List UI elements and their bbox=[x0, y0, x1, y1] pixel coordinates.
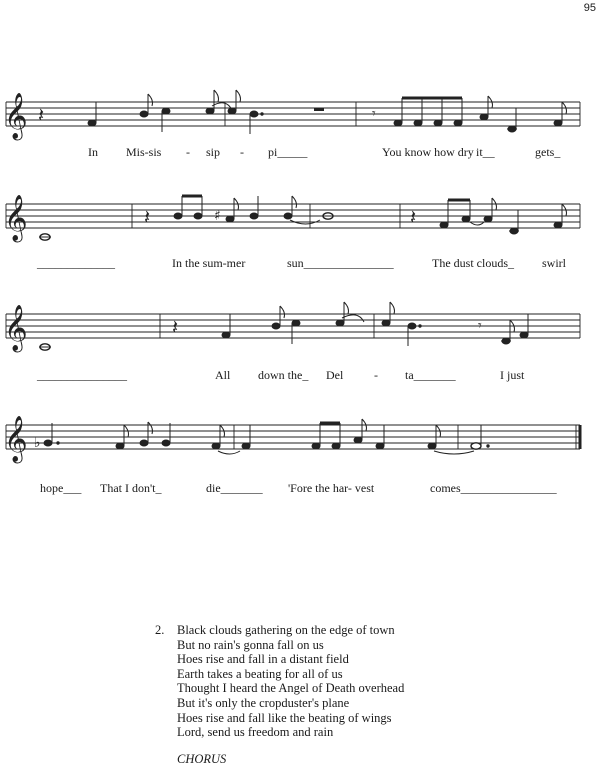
treble-clef-icon bbox=[4, 305, 28, 353]
lyric-syllable: pi_____ bbox=[268, 145, 308, 159]
verse-line: Earth takes a beating for all of us bbox=[177, 666, 343, 681]
verse-line: Hoes rise and fall in a distant field bbox=[177, 652, 349, 667]
lyrics-line-3 bbox=[0, 368, 600, 386]
lyric-syllable: In the sum-mer bbox=[172, 256, 246, 270]
verse-lines bbox=[177, 623, 555, 740]
lyric-syllable: That I don't_ bbox=[100, 481, 162, 495]
music-staff-4 bbox=[0, 405, 600, 485]
lyric-syllable: The dust clouds_ bbox=[432, 256, 514, 270]
treble-clef-icon bbox=[4, 93, 28, 141]
lyric-syllable: hope___ bbox=[40, 481, 82, 495]
treble-clef-icon bbox=[4, 195, 28, 243]
treble-clef-icon bbox=[4, 416, 28, 464]
svg-text:𝄽: 𝄽 bbox=[144, 205, 151, 229]
lyric-syllable: swirl bbox=[542, 256, 566, 270]
chorus-label: CHORUS bbox=[177, 751, 227, 766]
page-number: 95 bbox=[583, 2, 596, 14]
lyric-syllable: it__ bbox=[476, 145, 495, 159]
verse-line: But no rain's gonna fall on us bbox=[177, 637, 324, 652]
lyric-syllable: sun_______________ bbox=[287, 256, 394, 270]
svg-text:𝄽: 𝄽 bbox=[410, 205, 417, 229]
lyric-syllable: sip bbox=[206, 145, 221, 159]
lyric-syllable: gets_ bbox=[535, 145, 561, 159]
verse-line: Thought I heard the Angel of Death overhead bbox=[177, 681, 405, 696]
lyric-syllable: ta_______ bbox=[405, 368, 456, 382]
lyric-syllable: All bbox=[215, 368, 231, 382]
lyric-syllable: die_______ bbox=[206, 481, 263, 495]
svg-text:𝄾: 𝄾 bbox=[478, 318, 482, 334]
lyrics-line-1 bbox=[0, 145, 600, 163]
lyrics-line-2 bbox=[0, 256, 600, 274]
lyric-syllable: - bbox=[186, 145, 190, 159]
lyric-syllable: In bbox=[88, 145, 98, 159]
svg-text:♭: ♭ bbox=[34, 435, 41, 451]
lyric-syllable: - bbox=[240, 145, 244, 159]
lyric-syllable: Del bbox=[326, 368, 344, 382]
svg-text:𝄽: 𝄽 bbox=[172, 315, 179, 339]
svg-text:𝄞: 𝄞 bbox=[4, 195, 28, 241]
svg-text:𝄞: 𝄞 bbox=[4, 305, 28, 351]
svg-text:𝄾: 𝄾 bbox=[372, 106, 376, 122]
lyrics-line-4 bbox=[0, 481, 600, 499]
lyric-syllable: _____________ bbox=[37, 256, 115, 270]
verse-line: But it's only the cropduster's plane bbox=[177, 695, 350, 710]
lyric-syllable: _______________ bbox=[37, 368, 127, 382]
lyric-syllable: comes________________ bbox=[430, 481, 557, 495]
verse-line: Hoes rise and fall like the beating of wings bbox=[177, 710, 392, 725]
svg-text:𝄞: 𝄞 bbox=[4, 416, 28, 462]
lyric-syllable: I just bbox=[500, 368, 525, 382]
svg-text:𝄽: 𝄽 bbox=[38, 103, 45, 127]
svg-text:𝄞: 𝄞 bbox=[4, 93, 28, 139]
svg-text:♯: ♯ bbox=[214, 208, 221, 224]
verse-line: Black clouds gathering on the edge of town bbox=[177, 623, 395, 637]
music-staff-2 bbox=[0, 184, 600, 264]
music-staff-3 bbox=[0, 294, 600, 374]
lyric-syllable: 'Fore the har- vest bbox=[288, 481, 375, 495]
verse-number: 2. bbox=[155, 623, 165, 637]
lyric-syllable: - bbox=[374, 368, 378, 382]
verse-2 bbox=[155, 623, 555, 766]
lyric-syllable: down the_ bbox=[258, 368, 309, 382]
lyric-syllable: You know how dry bbox=[382, 145, 474, 159]
lyric-syllable: Mis-sis bbox=[126, 145, 162, 159]
verse-line: Lord, send us freedom and rain bbox=[177, 725, 334, 740]
